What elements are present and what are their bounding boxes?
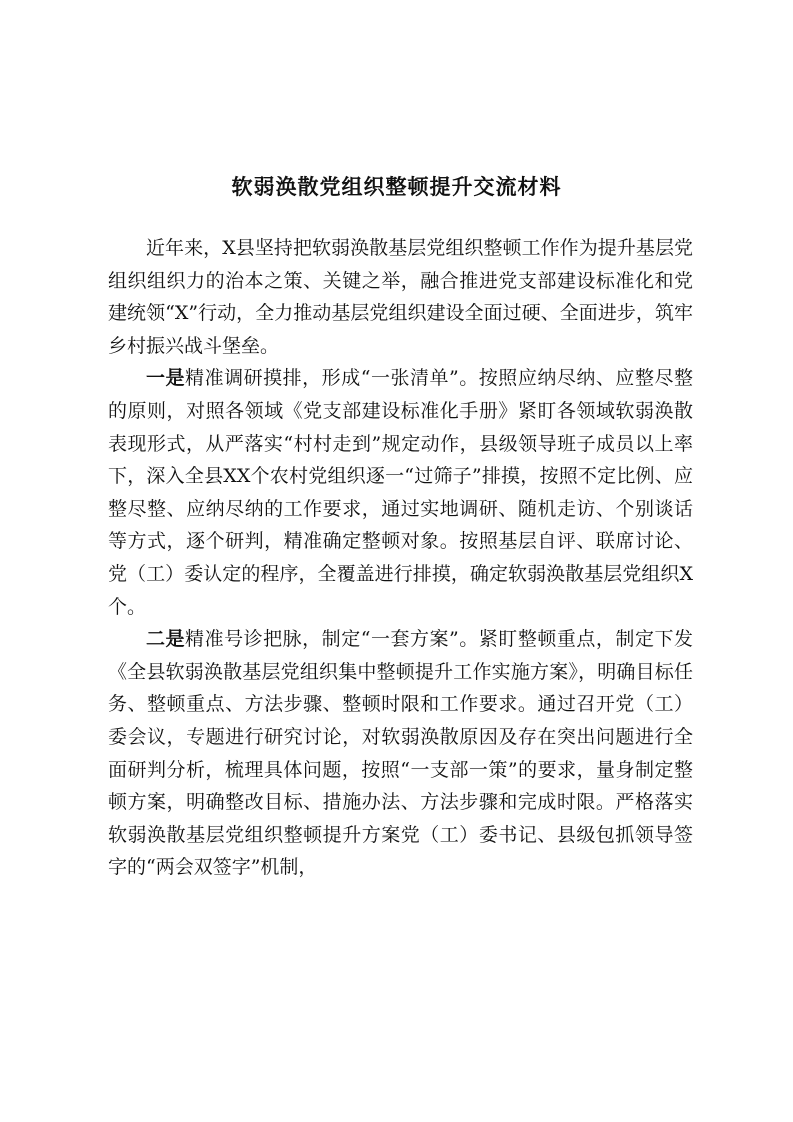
section-lead-1: 一是 [146, 367, 186, 390]
section-paragraph-2 [108, 623, 693, 884]
section-text-2: 精准号诊把脉，制定“一套方案”。紧盯整顿重点，制定下发《全县软弱涣散基层党组织集中整顿提升工作实施方案》，明确目标任务、整顿重点、方法步骤、整顿时限和工作要求。通过召开党（工）委会议，专题进行研究讨论，对软弱涣散原因及存在突出问题进行全面研判分析，梳理具体问题，按照“一支部一策”的要求，量身制定整顿方案，明确整改目标、措施办法、方法步骤和完成时限。严格落实软弱涣散基层党组织整顿提升方案党（工）委书记、县级包抓领导签字的“两会双签字”机制， [108, 628, 693, 879]
document-body [108, 232, 693, 884]
section-text-1: 精准调研摸排，形成“一张清单”。按照应纳尽纳、应整尽整的原则，对照各领域《党支部建设标准化手册》紧盯各领域软弱涣散表现形式，从严落实“村村走到”规定动作，县级领导班子成员以上率下，深入全县XX个农村党组织逐一“过筛子”排摸，按照不定比例、应整尽整、应纳尽纳的工作要求，通过实地调研、随机走访、个别谈话等方式，逐个研判，精准确定整顿对象。按照基层自评、联席讨论、党（工）委认定的程序，全覆盖进行排摸，确定软弱涣散基层党组织X个。 [108, 367, 693, 618]
section-paragraph-1 [108, 362, 693, 623]
section-lead-2: 二是 [146, 628, 186, 651]
document-title: 软弱涣散党组织整顿提升交流材料 [231, 174, 562, 199]
intro-paragraph: 近年来，X县坚持把软弱涣散基层党组织整顿工作作为提升基层党组织组织力的治本之策、关键之举，融合推进党支部建设标准化和党建统领“X”行动，全力推动基层党组织建设全面过硬、全面进步，筑牢乡村振兴战斗堡垒。 [108, 237, 693, 357]
